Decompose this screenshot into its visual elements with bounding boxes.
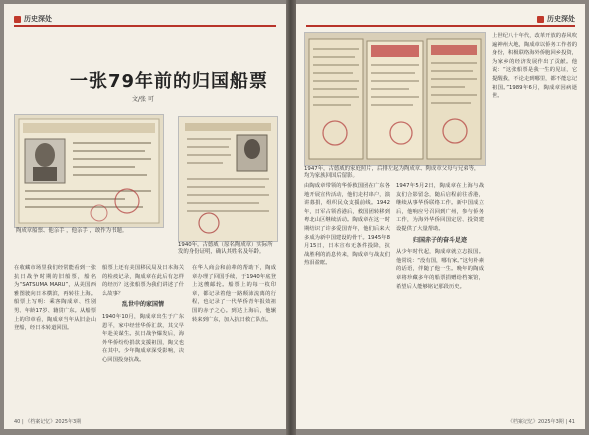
documents-image (305, 33, 485, 165)
certificate-image (179, 117, 277, 241)
section-tag-right-icon (537, 16, 544, 23)
section-tag-right (537, 14, 575, 24)
ticket-photo (14, 114, 164, 228)
section-tag-icon (14, 16, 21, 23)
certificate-photo (178, 116, 278, 242)
left-subheading: 乱世中的家国情 (121, 301, 164, 309)
right-text-column-1: 由陶成章带领的华侨救国团在广东各地开展宣传活动，他们走村串户，演讲募捐，组织民众支援前线。1942年，日军占领香港后，救国团转移到粤北山区继续活动。陶成章在这一时期结识了许多爱国青年，他们后来大多成为新中国建设的骨干。1945年8月15日，日本宣布无条件投降，抗战胜利的消息传来，陶成章与战友们热泪盈眶。 (304, 183, 390, 267)
left-text-column-2 (102, 264, 184, 414)
left-col2-para-a: 船票上还有美国移民局及日本海关的检疫记录，陶成章在此后有怎样的经历？这张船票为我们讲述了什么故事？ (102, 265, 184, 297)
right-footer: 《档案记忆》2025年3期 | 41 (507, 419, 575, 425)
header-divider (14, 25, 276, 27)
left-page (4, 4, 286, 429)
left-text-column-3: 在华人商会和前辈的帮助下，陶成章办理了回国手续，于1940年底登上这艘邮轮。船票上的每一枚印章，都记录着他一路颠沛流离的行程，也记录了一代华侨青年报效祖国的赤子之心。到达上海后，他辗转来到广东，加入抗日救亡队伍。 (192, 265, 276, 323)
documents-photo (304, 32, 486, 166)
right-text-column-3: 上世纪八十年代，改革开放的春风吹遍神州大地，陶成章以侨务工作者的身份，积极联络海外侨胞回乡投资，为家乡的经济发展作出了贡献。他说：“这张船票是我一生的见证，它提醒我，不论走到哪里，都不能忘记祖国。”1989年6月，陶成章因病逝世。 (492, 33, 577, 100)
ticket-image (15, 115, 163, 227)
left-footer: 40 | 《档案记忆》2025年3期 (14, 419, 82, 425)
right-page (296, 4, 585, 429)
section-tag (14, 14, 52, 24)
section-tag-right-label: 历史深处 (547, 15, 575, 23)
header-divider-right (306, 25, 575, 27)
section-tag-label: 历史深处 (24, 15, 52, 23)
right-text-column-2 (396, 182, 484, 414)
left-col2-para-b: 1940年10月，陶成章出生于广东恩平，家中经营华侨汇款，其父早年赴美谋生。抗日战争爆发后，海外华侨纷纷捐款支援祖国，陶父也在其中。少年陶成章深受影响，决心回国投身抗战。 (102, 313, 184, 363)
article-title: 一张79年前的归国船票 (70, 71, 269, 92)
book-gutter (286, 0, 296, 435)
right-col2-para-a: 1947年5月2日，陶成章在上海与战友们合影留念，随后启程前往香港，继续从事华侨联络工作。新中国成立后，他响应号召回到广州，参与侨务工作，为海外华侨回国定居、投资建设提供了大量帮助。 (396, 183, 484, 232)
article-author: 文/张 可 (132, 96, 154, 103)
left-text-column-1: 在收藏市场里我们经常能看到一张抗日战争时期的旧船票，船名为“SATSUMA MARU”，从美国西雅图驶向日本横滨，再转往上海。船票上写明：乘客陶成章、性别男、年龄17岁、籍贯广东。从船票上的印章看，陶成章当年从旧金山登船，经日本转道回国。 (14, 265, 96, 332)
right-col2-para-b: 从少年时代起，陶成章就立志报国。他常说：“没有国，哪有家。”这句朴素的话语，伴随了他一生。晚年的陶成章将珍藏多年的船票捐赠给档案馆，希望后人能够铭记那段历史。 (396, 249, 484, 290)
ticket-caption: 陶成章船票、他亲手 ，他亲手 ，敢作为书题。 (16, 228, 128, 234)
certificate-caption: 1940年，古德威（原名陶成章）实际所发的身份证明，确认其姓名及年龄。 (178, 242, 273, 255)
right-subheading: 归国赤子的奋斗足迹 (412, 236, 467, 244)
documents-caption: 1947年，古德威的家庭照片，后排左起为陶成章、陶成章父母与兄弟等，均为家族回国后留影。 (304, 166, 480, 179)
